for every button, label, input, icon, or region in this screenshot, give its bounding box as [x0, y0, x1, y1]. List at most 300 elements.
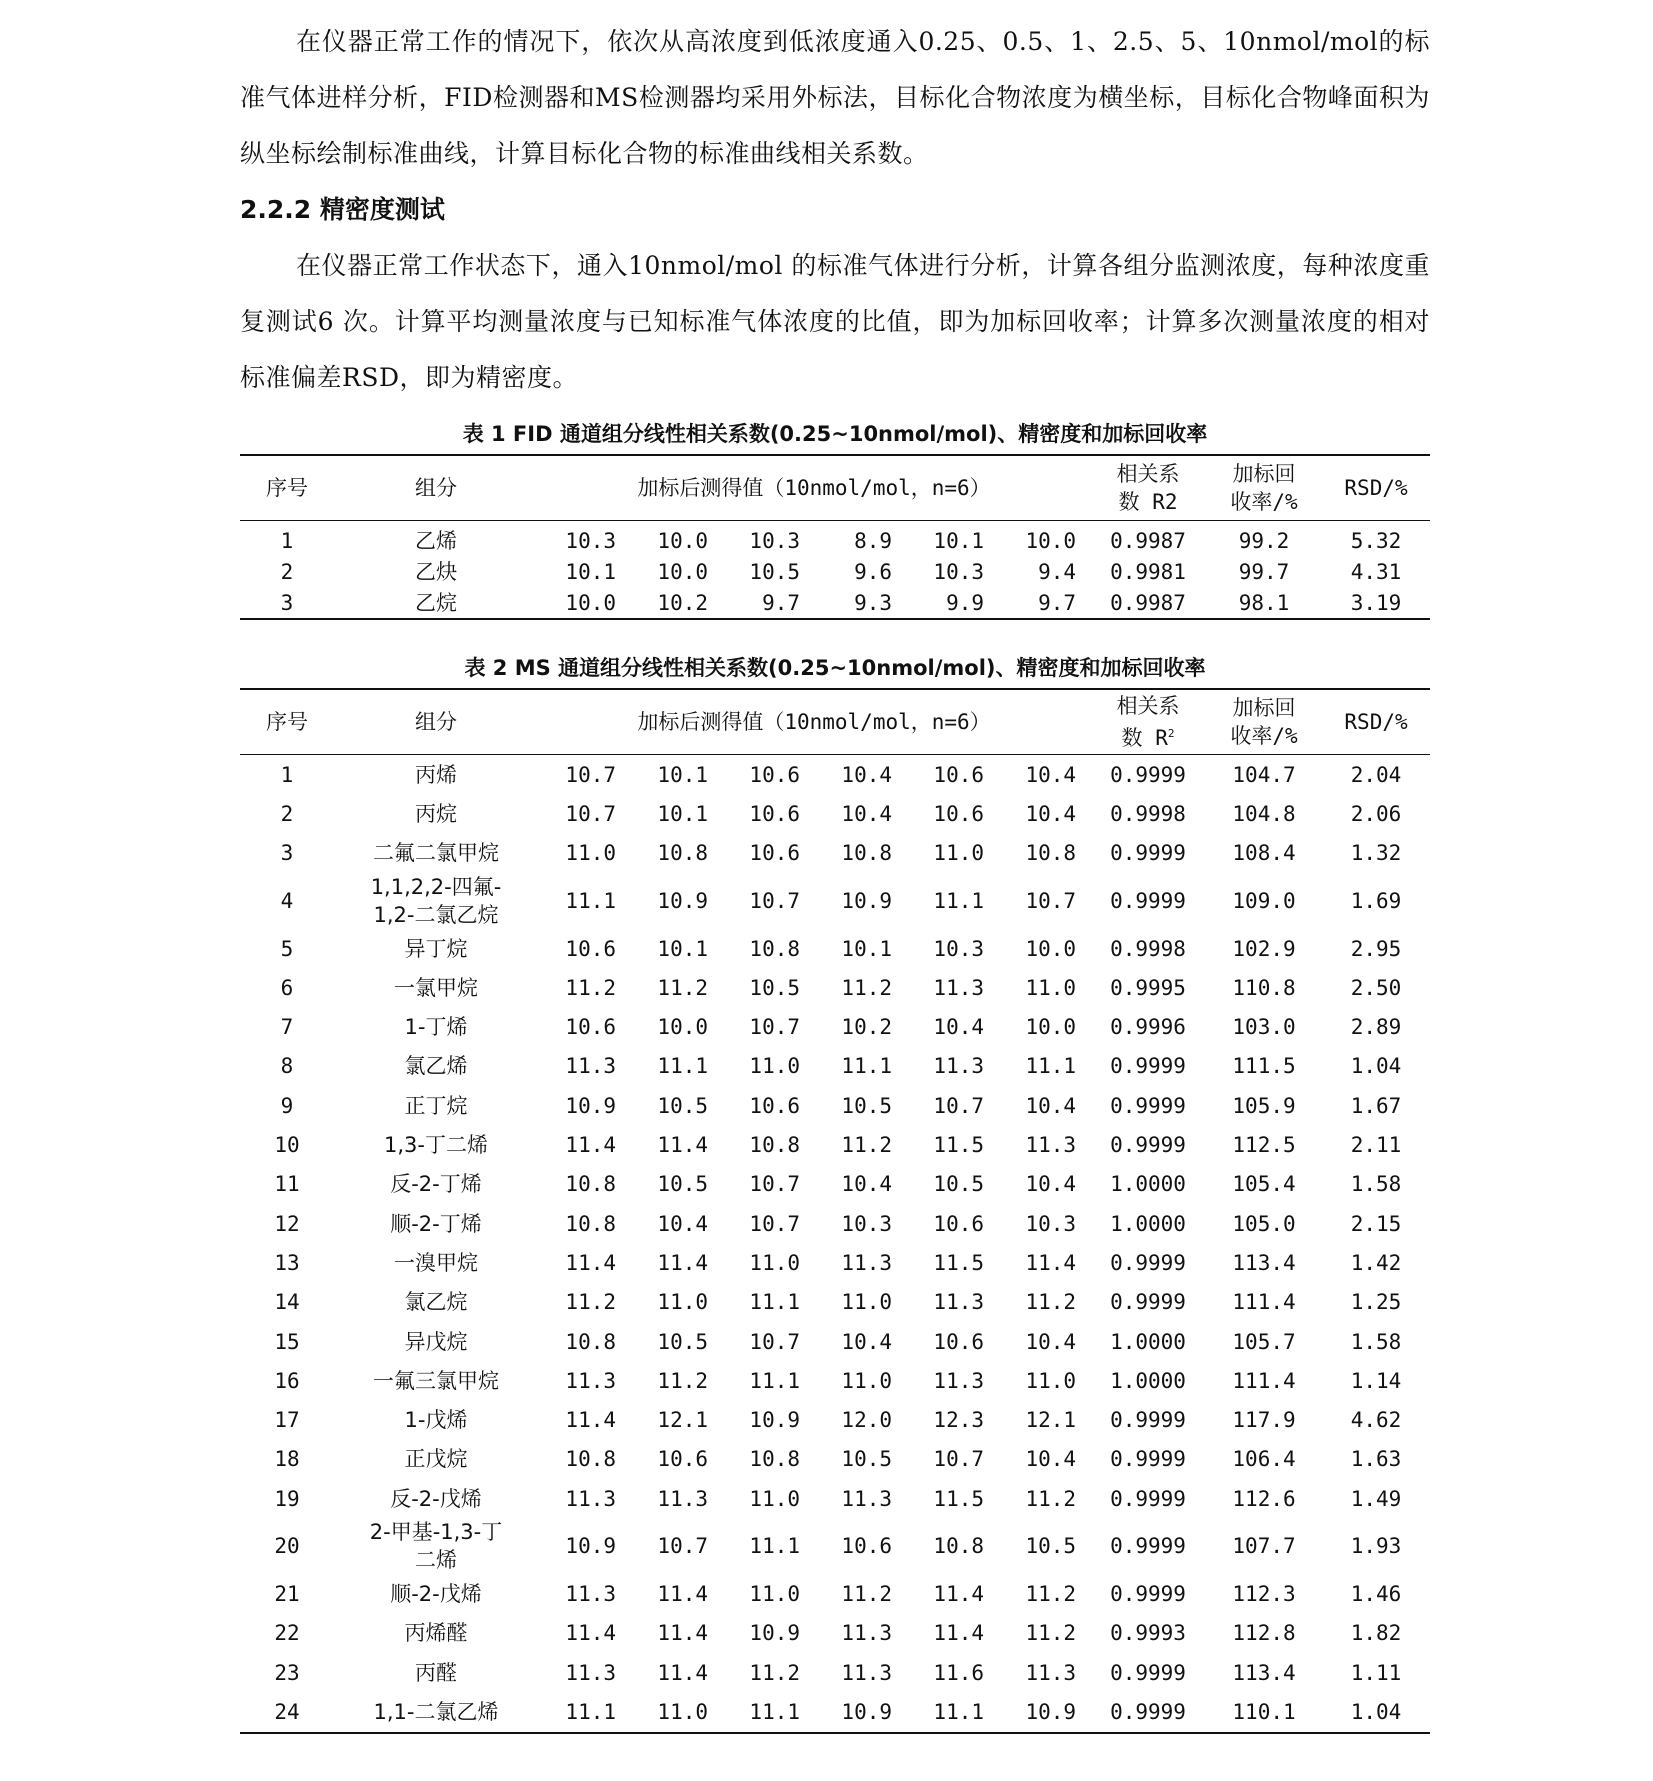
cell-v6: 11.3 [1025, 1133, 1077, 1158]
table-row [240, 1047, 1430, 1086]
cell-v3: 11.0 [749, 1054, 800, 1079]
cell-rec: 110.1 [1206, 1692, 1322, 1732]
table-row [240, 968, 1430, 1007]
cell-component: 丙烯 [415, 762, 457, 787]
table-row [240, 1165, 1430, 1204]
header-recovery-line2: 收率/% [1230, 490, 1298, 514]
cell-no: 7 [280, 1015, 294, 1040]
cell-v1: 11.4 [565, 1621, 616, 1646]
cell-r2: 0.9999 [1110, 1447, 1186, 1472]
cell-v3: 11.1 [722, 1692, 814, 1732]
cell-component: 一氯甲烷 [394, 975, 478, 1000]
cell-no: 12 [274, 1211, 300, 1236]
cell-v1: 11.3 [565, 1581, 616, 1606]
cell-component: 1-戊烯 [404, 1408, 468, 1433]
cell-no: 1 [280, 762, 294, 787]
cell-v4: 10.1 [841, 936, 892, 961]
cell-v6: 9.7 [998, 587, 1090, 619]
cell-v4: 11.0 [841, 1368, 892, 1393]
cell-rec: 103.0 [1232, 1015, 1296, 1040]
cell-rec: 108.4 [1232, 841, 1296, 866]
cell-no: 18 [274, 1447, 300, 1472]
cell-rec: 110.8 [1232, 975, 1296, 1000]
cell-v4: 9.3 [814, 587, 906, 619]
cell-v3: 11.1 [749, 1368, 800, 1393]
header-name: 组分 [334, 455, 538, 521]
cell-v4: 10.3 [841, 1211, 892, 1236]
cell-r2: 0.9999 [1110, 1290, 1186, 1315]
cell-v1: 10.7 [565, 801, 616, 826]
cell-r2: 0.9998 [1110, 801, 1186, 826]
cell-v3: 10.8 [749, 1133, 800, 1158]
header-r2 [1090, 689, 1206, 755]
cell-v1: 11.3 [565, 1486, 616, 1511]
cell-v4: 10.9 [814, 1692, 906, 1732]
header-recovery-line1: 加标回 [1232, 696, 1296, 720]
cell-r2: 0.9999 [1110, 762, 1186, 787]
cell-rsd: 1.69 [1350, 888, 1402, 913]
cell-rec: 106.4 [1232, 1447, 1296, 1472]
cell-v6: 11.1 [1025, 1054, 1077, 1079]
component-line1: 1,1,2,2-四氟- [370, 874, 502, 899]
cell-v3: 10.9 [749, 1408, 800, 1433]
cell-v6: 10.9 [998, 1692, 1090, 1732]
table-row [240, 755, 1430, 795]
cell-v1: 10.1 [565, 559, 616, 584]
cell-rsd: 2.11 [1350, 1133, 1402, 1158]
cell-v2: 10.0 [657, 528, 708, 553]
cell-rec: 105.0 [1232, 1211, 1296, 1236]
cell-component: 一氟三氯甲烷 [373, 1368, 499, 1393]
cell-v5: 10.4 [933, 1015, 984, 1040]
cell-v2: 10.1 [657, 762, 708, 787]
cell-r2: 0.9999 [1110, 1534, 1186, 1559]
header-recovery [1206, 455, 1322, 521]
cell-rsd: 1.58 [1350, 1329, 1402, 1354]
cell-rsd: 1.82 [1350, 1621, 1402, 1646]
cell-v2: 10.4 [657, 1211, 708, 1236]
cell-v3: 10.8 [749, 936, 800, 961]
cell-v1: 11.3 [565, 1368, 616, 1393]
table-row [240, 929, 1430, 968]
cell-v5: 11.1 [933, 888, 984, 913]
cell-rec: 104.7 [1232, 762, 1296, 787]
cell-v2: 11.2 [657, 1368, 708, 1393]
cell-rsd: 1.58 [1350, 1172, 1402, 1197]
cell-v5: 11.1 [906, 1692, 998, 1732]
cell-v5: 11.4 [933, 1621, 984, 1646]
table1-fid [240, 454, 1430, 620]
cell-v4: 11.0 [841, 1290, 892, 1315]
cell-v4: 10.8 [841, 841, 892, 866]
cell-v2: 11.4 [657, 1621, 708, 1646]
cell-v6: 10.4 [1025, 801, 1077, 826]
cell-rsd: 3.19 [1322, 587, 1430, 619]
cell-component: 顺-2-丁烯 [390, 1211, 482, 1236]
cell-component: 反-2-丁烯 [390, 1172, 482, 1197]
cell-component: 1,1-二氯乙烯 [334, 1692, 538, 1732]
cell-component [334, 873, 538, 929]
cell-v5: 11.3 [933, 1054, 984, 1079]
cell-v5: 11.6 [933, 1660, 984, 1685]
cell-v1: 11.1 [565, 888, 616, 913]
table-row [240, 1574, 1430, 1613]
cell-v3: 11.2 [749, 1660, 800, 1685]
cell-v5: 11.5 [933, 1250, 984, 1275]
cell-v6: 10.5 [1025, 1534, 1077, 1559]
cell-component: 氯乙烯 [404, 1054, 468, 1079]
header-no: 序号 [240, 455, 334, 521]
cell-v3: 10.8 [749, 1447, 800, 1472]
cell-v6: 10.4 [1025, 1447, 1077, 1472]
table-row [240, 521, 1430, 557]
cell-v1: 10.0 [538, 587, 630, 619]
cell-v3: 10.7 [749, 888, 800, 913]
cell-r2: 0.9993 [1110, 1621, 1186, 1646]
cell-v1: 11.3 [565, 1660, 616, 1685]
cell-v1: 11.2 [565, 1290, 616, 1315]
table-row [240, 587, 1430, 619]
cell-rec: 109.0 [1232, 888, 1296, 913]
cell-v2: 11.3 [657, 1486, 708, 1511]
cell-r2: 0.9987 [1090, 587, 1206, 619]
cell-rsd: 1.25 [1350, 1290, 1402, 1315]
cell-v5: 10.6 [933, 762, 984, 787]
cell-v4: 10.2 [841, 1015, 892, 1040]
component-line2: 二烯 [415, 1548, 457, 1573]
cell-v3: 10.5 [749, 559, 800, 584]
cell-v6: 11.2 [1025, 1621, 1077, 1646]
cell-v2: 11.0 [630, 1692, 722, 1732]
cell-v3: 10.6 [749, 762, 800, 787]
cell-rsd: 1.11 [1350, 1660, 1402, 1685]
cell-v1: 11.0 [565, 841, 616, 866]
cell-rsd: 5.32 [1350, 528, 1402, 553]
cell-v5: 10.6 [933, 801, 984, 826]
cell-rsd: 1.42 [1350, 1250, 1402, 1275]
cell-v6: 10.4 [1025, 1172, 1077, 1197]
cell-no: 11 [274, 1172, 300, 1197]
table-row [240, 834, 1430, 873]
cell-rsd: 1.67 [1350, 1093, 1402, 1118]
table-row [240, 1243, 1430, 1282]
cell-component: 正丁烷 [404, 1093, 468, 1118]
table-row [240, 1614, 1430, 1653]
cell-rec: 105.4 [1232, 1172, 1296, 1197]
cell-r2: 0.9996 [1110, 1015, 1186, 1040]
cell-v2: 11.0 [657, 1290, 708, 1315]
cell-v2: 10.7 [657, 1534, 708, 1559]
cell-rec: 112.3 [1232, 1581, 1296, 1606]
cell-v3: 10.7 [749, 1329, 800, 1354]
cell-v6: 10.8 [1025, 841, 1077, 866]
cell-v5: 10.8 [933, 1534, 984, 1559]
component-line2: 1,2-二氯乙烷 [373, 902, 499, 927]
table-row [240, 794, 1430, 833]
table-row [240, 1283, 1430, 1322]
header-measured: 加标后测得值（10nmol/mol，n=6） [538, 455, 1090, 521]
cell-component: 1-丁烯 [404, 1015, 468, 1040]
cell-v3: 11.1 [749, 1534, 800, 1559]
cell-rsd: 1.04 [1322, 1692, 1430, 1732]
cell-v4: 11.3 [841, 1660, 892, 1685]
cell-v1: 10.3 [565, 528, 616, 553]
cell-no: 9 [280, 1093, 294, 1118]
cell-v4: 10.4 [841, 1329, 892, 1354]
header-recovery [1206, 689, 1322, 755]
cell-v6: 11.2 [1025, 1581, 1077, 1606]
table2-header-row [240, 689, 1430, 755]
cell-component: 丙烷 [415, 801, 457, 826]
cell-v5: 11.3 [933, 975, 984, 1000]
cell-v2: 11.4 [657, 1133, 708, 1158]
cell-no: 13 [274, 1250, 300, 1275]
header-rsd: RSD/% [1322, 455, 1430, 521]
cell-rsd: 2.04 [1350, 762, 1402, 787]
cell-v4: 10.4 [841, 801, 892, 826]
header-rsd: RSD/% [1322, 689, 1430, 755]
table-row [240, 1125, 1430, 1164]
cell-v2: 11.4 [657, 1581, 708, 1606]
cell-r2: 1.0000 [1110, 1211, 1186, 1236]
cell-component: 一溴甲烷 [394, 1250, 478, 1275]
cell-v6: 11.0 [1025, 975, 1077, 1000]
header-recovery-line2: 收率/% [1230, 724, 1298, 748]
cell-component: 反-2-戊烯 [390, 1486, 482, 1511]
cell-v6: 10.0 [1025, 1015, 1077, 1040]
table-row [240, 1518, 1430, 1574]
cell-v3: 10.6 [749, 801, 800, 826]
cell-v4: 8.9 [854, 528, 892, 553]
cell-rec: 98.1 [1206, 587, 1322, 619]
cell-component: 丙醛 [415, 1660, 457, 1685]
cell-rsd: 1.93 [1350, 1534, 1402, 1559]
cell-r2: 0.9999 [1110, 1250, 1186, 1275]
cell-r2: 0.9999 [1110, 1054, 1186, 1079]
cell-no: 4 [280, 888, 294, 913]
cell-rsd: 4.31 [1350, 559, 1402, 584]
cell-r2: 1.0000 [1110, 1368, 1186, 1393]
table-row [240, 1653, 1430, 1692]
cell-v6: 10.4 [1025, 1093, 1077, 1118]
cell-rec: 111.5 [1232, 1054, 1296, 1079]
cell-no: 3 [280, 841, 294, 866]
cell-v3: 10.6 [749, 841, 800, 866]
cell-v5: 10.6 [933, 1211, 984, 1236]
section-heading-precision: 2.2.2 精密度测试 [240, 195, 445, 224]
table-row [240, 1440, 1430, 1479]
cell-rec: 104.8 [1232, 801, 1296, 826]
cell-v2: 10.8 [657, 841, 708, 866]
cell-r2: 0.9995 [1110, 975, 1186, 1000]
cell-rec: 105.9 [1232, 1093, 1296, 1118]
cell-v6: 10.4 [1025, 762, 1077, 787]
cell-no: 15 [274, 1329, 300, 1354]
cell-v2: 10.2 [630, 587, 722, 619]
cell-rsd: 1.04 [1350, 1054, 1402, 1079]
cell-v6: 12.1 [1025, 1408, 1077, 1433]
cell-rsd: 2.50 [1350, 975, 1402, 1000]
header-recovery-line1: 加标回 [1232, 462, 1296, 486]
cell-rec: 113.4 [1232, 1660, 1296, 1685]
cell-v1: 10.9 [565, 1534, 616, 1559]
cell-component: 二氟二氯甲烷 [373, 841, 499, 866]
cell-v6: 10.4 [1025, 1329, 1077, 1354]
cell-rec: 105.7 [1232, 1329, 1296, 1354]
cell-r2: 0.9999 [1110, 1486, 1186, 1511]
header-r2-line1: 相关系 [1116, 694, 1180, 718]
cell-v3: 10.3 [749, 528, 800, 553]
cell-v6: 10.0 [1025, 528, 1077, 553]
cell-v1: 10.8 [565, 1172, 616, 1197]
header-name: 组分 [334, 689, 538, 755]
cell-no: 1 [280, 528, 294, 553]
paragraph-calibration: 在仪器正常工作的情况下，依次从高浓度到低浓度通入0.25、0.5、1、2.5、5、10nmol/mol的标准气体进样分析，FID检测器和MS检测器均采用外标法，目标化合物浓度为横坐标，目标化合物峰面积为纵坐标绘制标准曲线，计算目标化合物的标准曲线相关系数。 [240, 27, 1430, 168]
header-r2-line2 [1090, 720, 1206, 752]
cell-v6: 10.0 [1025, 936, 1077, 961]
cell-v5: 11.0 [933, 841, 984, 866]
cell-v5: 10.6 [933, 1329, 984, 1354]
cell-no: 16 [274, 1368, 300, 1393]
cell-component [334, 1518, 538, 1574]
table-row [240, 1322, 1430, 1361]
cell-no: 20 [274, 1534, 300, 1559]
cell-v4: 9.6 [854, 559, 892, 584]
cell-v1: 10.8 [565, 1447, 616, 1472]
cell-v4: 11.2 [841, 1581, 892, 1606]
table-row [240, 1479, 1430, 1518]
cell-r2: 1.0000 [1110, 1172, 1186, 1197]
cell-v2: 10.5 [657, 1172, 708, 1197]
cell-rec: 102.9 [1232, 936, 1296, 961]
cell-v6: 11.3 [1025, 1660, 1077, 1685]
cell-v5: 10.7 [933, 1093, 984, 1118]
cell-component: 1,3-丁二烯 [384, 1133, 488, 1158]
cell-v1: 10.7 [565, 762, 616, 787]
cell-v1: 11.2 [565, 975, 616, 1000]
cell-rec: 112.8 [1232, 1621, 1296, 1646]
cell-r2: 0.9999 [1110, 1408, 1186, 1433]
cell-no: 19 [274, 1486, 300, 1511]
cell-v2: 10.5 [657, 1329, 708, 1354]
cell-v4: 10.4 [841, 762, 892, 787]
cell-component: 丙烯醛 [404, 1621, 468, 1646]
cell-v4: 11.3 [841, 1621, 892, 1646]
cell-v5: 10.7 [933, 1447, 984, 1472]
cell-rsd: 1.63 [1350, 1447, 1402, 1472]
cell-v2: 11.2 [657, 975, 708, 1000]
cell-v1: 11.4 [565, 1250, 616, 1275]
cell-no: 21 [274, 1581, 300, 1606]
cell-v3: 10.7 [749, 1015, 800, 1040]
cell-v6: 11.2 [1025, 1290, 1077, 1315]
table-row [240, 873, 1430, 929]
cell-r2: 0.9999 [1110, 1133, 1186, 1158]
cell-v5: 11.5 [933, 1133, 984, 1158]
cell-no: 24 [240, 1692, 334, 1732]
cell-r2: 0.9999 [1110, 841, 1186, 866]
cell-v5: 12.3 [933, 1408, 984, 1433]
cell-no: 5 [280, 936, 294, 961]
cell-v3: 10.7 [749, 1172, 800, 1197]
cell-v3: 10.6 [749, 1093, 800, 1118]
cell-component: 异戊烷 [404, 1329, 468, 1354]
cell-v2: 11.4 [657, 1250, 708, 1275]
header-r2-line1: 相关系 [1116, 462, 1180, 486]
cell-rec: 112.5 [1232, 1133, 1296, 1158]
cell-v5: 9.9 [906, 587, 998, 619]
cell-v1: 11.1 [538, 1692, 630, 1732]
cell-component: 顺-2-戊烯 [390, 1581, 482, 1606]
cell-v2: 10.0 [657, 559, 708, 584]
cell-v4: 11.1 [841, 1054, 892, 1079]
cell-component: 乙烯 [415, 528, 457, 553]
cell-v4: 12.0 [841, 1408, 892, 1433]
table1-caption: 表 1 FID 通道组分线性相关系数(0.25~10nmol/mol)、精密度和加标回收率 [462, 422, 1208, 446]
cell-v3: 10.9 [749, 1621, 800, 1646]
cell-rsd: 1.46 [1350, 1581, 1402, 1606]
cell-v6: 10.3 [1025, 1211, 1077, 1236]
cell-rec: 111.4 [1232, 1290, 1296, 1315]
cell-v1: 11.4 [565, 1133, 616, 1158]
header-measured: 加标后测得值（10nmol/mol，n=6） [538, 689, 1090, 755]
header-r2-text: 数 R [1121, 726, 1168, 750]
table-row [240, 1204, 1430, 1243]
cell-v1: 10.9 [565, 1093, 616, 1118]
table1-header-row [240, 455, 1430, 521]
document-page [240, 14, 1430, 1734]
cell-v5: 11.4 [933, 1581, 984, 1606]
cell-v1: 10.8 [565, 1211, 616, 1236]
header-r2 [1090, 455, 1206, 521]
cell-v3: 11.0 [749, 1581, 800, 1606]
cell-no: 2 [280, 559, 294, 584]
cell-r2: 0.9999 [1110, 888, 1186, 913]
cell-v5: 10.3 [933, 559, 984, 584]
cell-r2: 0.9999 [1110, 1581, 1186, 1606]
cell-r2: 1.0000 [1110, 1329, 1186, 1354]
cell-rec: 99.2 [1238, 528, 1290, 553]
cell-v4: 11.3 [841, 1250, 892, 1275]
header-r2-line2: 数 R2 [1118, 490, 1178, 514]
cell-component: 乙炔 [415, 559, 457, 584]
cell-component: 正戊烷 [404, 1447, 468, 1472]
cell-v2: 10.0 [657, 1015, 708, 1040]
cell-v3: 9.7 [722, 587, 814, 619]
cell-component: 乙烷 [334, 587, 538, 619]
cell-rsd: 2.15 [1350, 1211, 1402, 1236]
cell-v3: 10.7 [749, 1211, 800, 1236]
cell-rec: 112.6 [1232, 1486, 1296, 1511]
cell-rsd: 2.89 [1350, 1015, 1402, 1040]
cell-v4: 10.4 [841, 1172, 892, 1197]
cell-v6: 11.2 [1025, 1486, 1077, 1511]
cell-v5: 11.3 [933, 1290, 984, 1315]
cell-r2: 0.9998 [1110, 936, 1186, 961]
cell-v1: 11.3 [565, 1054, 616, 1079]
cell-v5: 11.5 [933, 1486, 984, 1511]
paragraph-precision: 在仪器正常工作状态下，通入10nmol/mol 的标准气体进行分析，计算各组分监测浓度，每种浓度重复测试6 次。计算平均测量浓度与已知标准气体浓度的比值，即为加标回收率；计算多次测量浓度的相对标准偏差RSD，即为精密度。 [240, 251, 1430, 392]
table-row [240, 556, 1430, 587]
cell-rsd: 4.62 [1350, 1408, 1402, 1433]
table-row [240, 1007, 1430, 1046]
cell-no: 8 [280, 1054, 294, 1079]
cell-v4: 11.2 [841, 1133, 892, 1158]
cell-r2: 0.9981 [1110, 559, 1186, 584]
cell-v2: 11.4 [657, 1660, 708, 1685]
cell-v1: 10.6 [565, 936, 616, 961]
cell-v2: 10.1 [657, 936, 708, 961]
